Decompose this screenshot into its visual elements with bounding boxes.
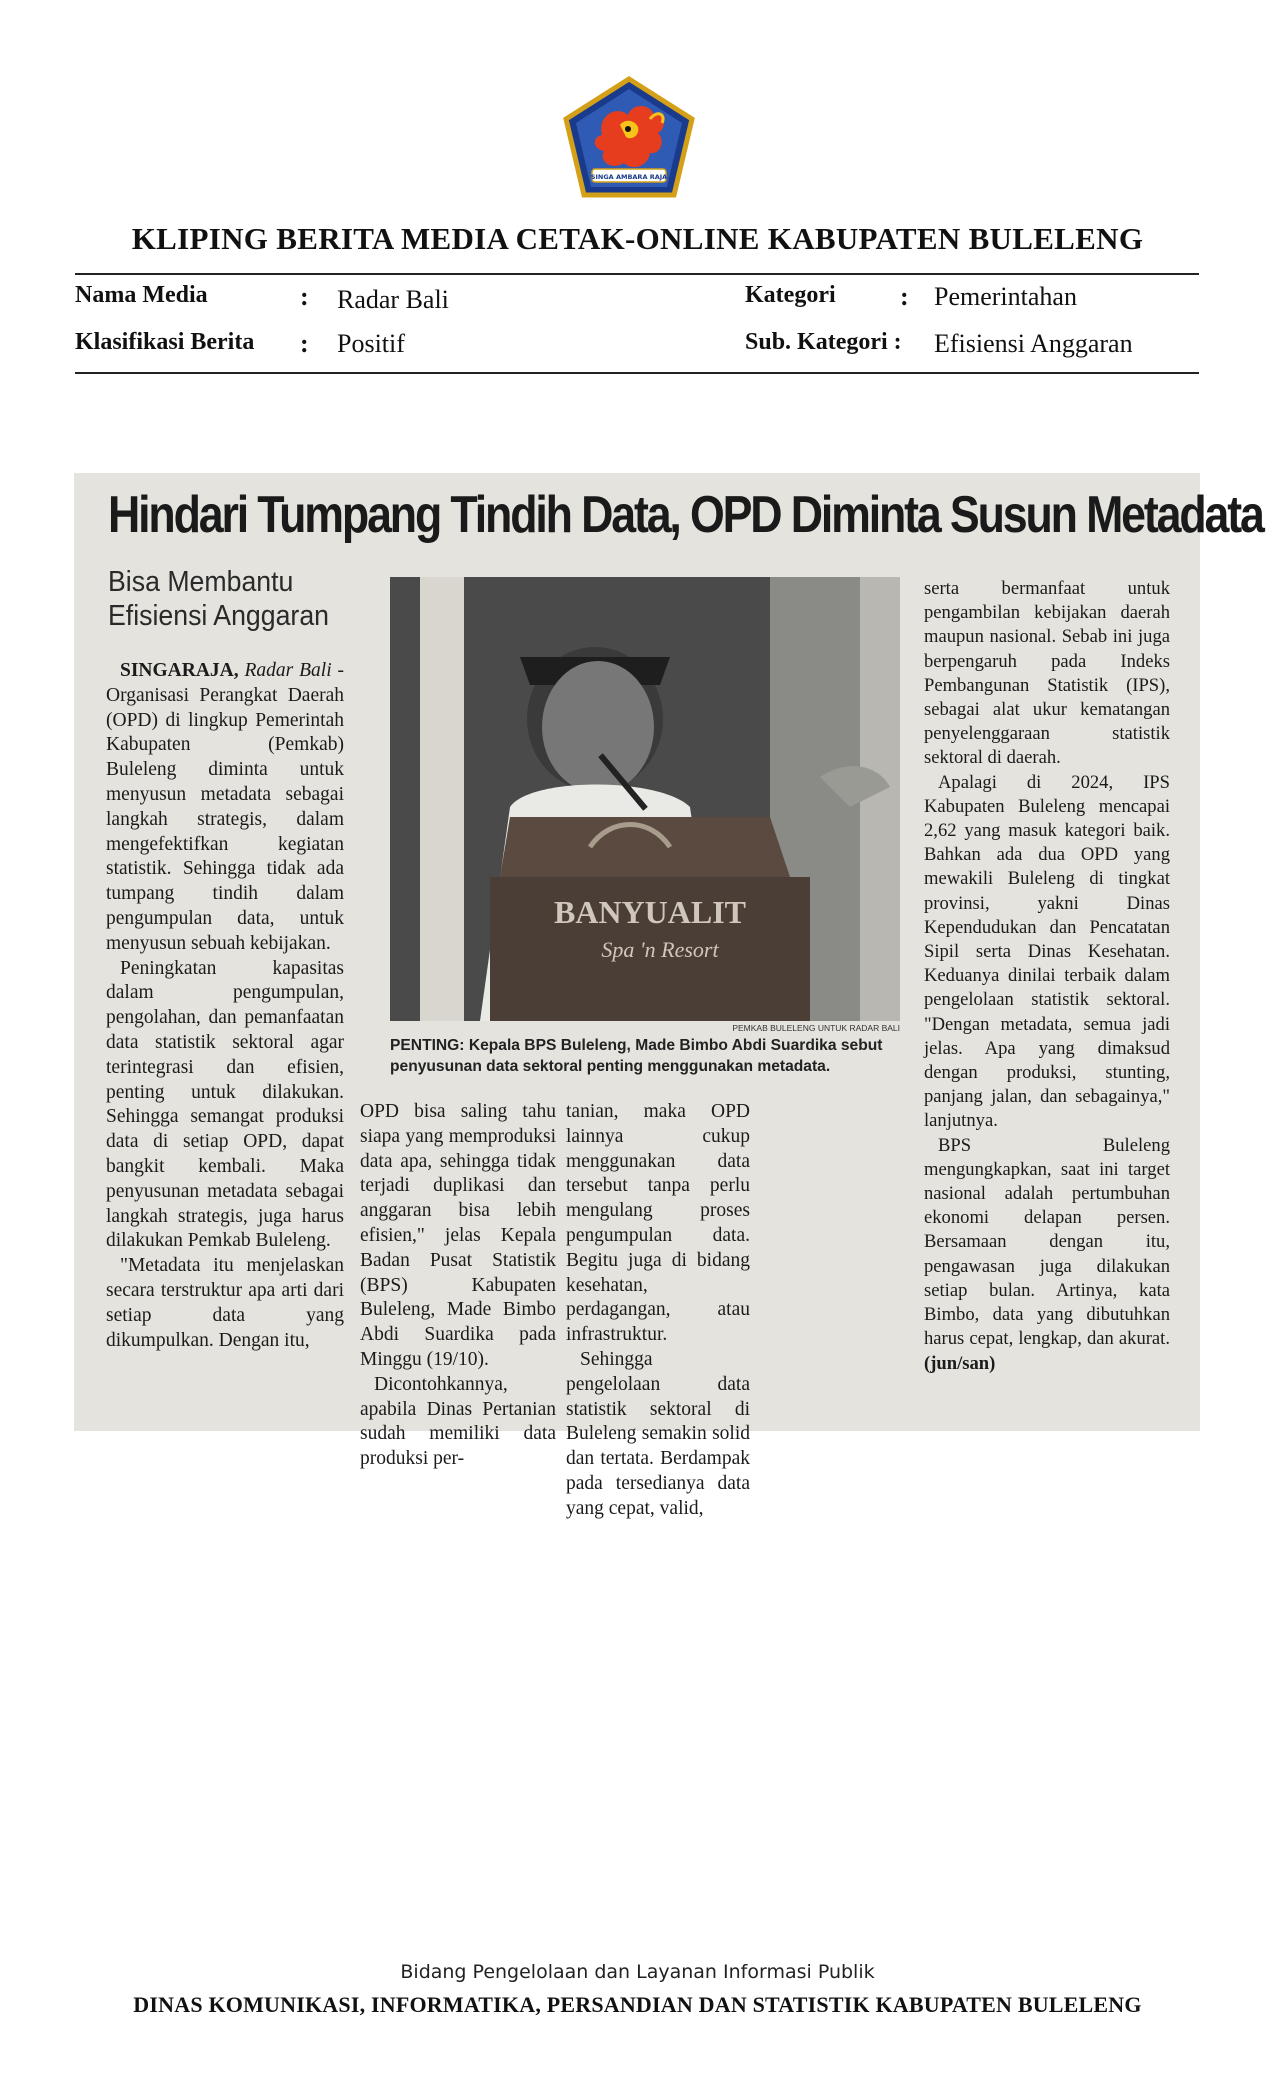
- article-headline: Hindari Tumpang Tindih Data, OPD Diminta Susun Metadata: [108, 486, 1263, 544]
- article-column-1: [106, 659, 344, 1353]
- photo-caption: PENTING: Kepala BPS Buleleng, Made Bimbo Abdi Suardika sebut penyusunan data sektoral penting menggunakan metadata.: [390, 1037, 883, 1075]
- paragraph: serta bermanfaat untuk pengambilan kebijakan daerah maupun nasional. Sebab ini juga berpengaruh pada Indeks Pembangunan Statistik (IPS), sebagai alat ukur kematangan penyelenggaraan statistik sektoral di daerah.: [924, 578, 1170, 769]
- sub-kategori-label: Sub. Kategori :: [745, 329, 902, 355]
- byline: (jun/san): [924, 1352, 996, 1374]
- svg-text:BANYUALIT: BANYUALIT: [553, 894, 747, 930]
- article-column-4: [924, 577, 1170, 1376]
- photo-credit: PEMKAB BULELENG UNTUK RADAR BALI: [732, 1023, 900, 1033]
- klasifikasi-value: Positif: [337, 329, 405, 358]
- article-column-2: [360, 1100, 556, 1472]
- header-divider-top: [75, 273, 1199, 275]
- paragraph: Apalagi di 2024, IPS Kabupaten Buleleng mencapai 2,62 yang masuk kategori baik. Bahkan ada dua OPD yang mewakili Buleleng di tingkat provinsi, yakni Dinas Kependudukan dan Pencatatan Sipil serta Dinas Kesehatan. Keduanya dinilai terbaik dalam pengelolaan statistik sektoral. "Dengan metadata, semua jadi jelas. Apa yang dimaksud dengan produksi, stunting, panjang jalan, dan sebagainya," lanjutnya.: [924, 771, 1170, 1132]
- nama-media-label: Nama Media: [75, 282, 208, 308]
- speaker-photo-icon: [390, 577, 900, 1021]
- paragraph: OPD bisa saling tahu siapa yang memproduksi data apa, sehingga tidak terjadi duplikasi dan anggaran bisa lebih efisien," jelas Kepala Badan Pusat Statistik (BPS) Kabupaten Buleleng, Made Bimbo Abdi Suardika pada Minggu (19/10).: [360, 1101, 556, 1370]
- klasifikasi-label: Klasifikasi Berita: [75, 329, 255, 355]
- paragraph: "Metadata itu menjelaskan secara terstruktur apa arti dari setiap data yang dikumpulkan. Dengan itu,: [106, 1255, 344, 1351]
- newspaper-clipping: [74, 473, 1263, 1519]
- nama-media-value: Radar Bali: [337, 285, 449, 314]
- kategori-value: Pemerintahan: [934, 282, 1077, 311]
- paragraph: tanian, maka OPD lainnya cukup menggunakan data tersebut tanpa perlu mengulang proses pengumpulan data. Begitu juga di bidang kesehatan, perdagangan, atau infrastruktur.: [566, 1101, 750, 1346]
- dateline: SINGARAJA,: [120, 660, 239, 681]
- regency-logo: [562, 75, 696, 199]
- article-column-3: [566, 1100, 750, 1522]
- nama-media-colon: :: [300, 282, 309, 311]
- footer-department: Bidang Pengelolaan dan Layanan Informasi Publik: [400, 1961, 875, 1983]
- paragraph: Sehingga pengelolaan data statistik sektoral di Buleleng semakin solid dan tertata. Berdampak pada tersedianya data yang cepat, valid,: [566, 1348, 750, 1519]
- article-subhead: Bisa Membantu Efisiensi Anggaran: [108, 566, 330, 632]
- header-divider-bottom: [75, 372, 1199, 374]
- klasifikasi-colon: :: [300, 329, 309, 358]
- paragraph: - Organisasi Perangkat Daerah (OPD) di lingkup Pemerintah Kabupaten (Pemkab) Buleleng diminta untuk menyusun metadata sebagai langkah strategis, dalam mengefektifkan kegiatan statistik. Sehingga tidak ada tumpang tindih dalam pengumpulan data, untuk menyusun sebuah kebijakan.: [106, 660, 345, 954]
- lion-crest-icon: [562, 75, 696, 199]
- sub-kategori-value: Efisiensi Anggaran: [934, 329, 1133, 358]
- kategori-label: Kategori: [745, 282, 836, 308]
- footer-agency: DINAS KOMUNIKASI, INFORMATIKA, PERSANDIAN DAN STATISTIK KABUPATEN BULELENG: [133, 1992, 1142, 2017]
- document-title: KLIPING BERITA MEDIA CETAK-ONLINE KABUPATEN BULELENG: [131, 221, 1144, 256]
- kategori-colon: :: [900, 282, 909, 311]
- svg-text:Spa 'n Resort: Spa 'n Resort: [601, 937, 719, 962]
- svg-text:SINGA AMBARA RAJA: SINGA AMBARA RAJA: [590, 173, 668, 181]
- paragraph: BPS Buleleng mengungkapkan, saat ini target nasional adalah pertumbuhan ekonomi delapan persen. Bersamaan dengan itu, pengawasan juga dilakukan setiap bulan. Artinya, kata Bimbo, data yang dibutuhkan harus cepat, lengkap, dan akurat.: [924, 1134, 1170, 1350]
- source-name: Radar Bali: [244, 660, 332, 681]
- paragraph: Peningkatan kapasitas dalam pengumpulan, pengolahan, dan pemanfaatan data statistik sektoral agar terintegrasi dan efisien, penting untuk dilakukan. Sehingga semangat produksi data di setiap OPD, dapat bangkit kembali. Maka penyusunan metadata sebagai langkah strategis, juga harus dilakukan Pemkab Buleleng.: [106, 957, 344, 1252]
- paragraph: Dicontohkannya, apabila Dinas Pertanian sudah memiliki data produksi per-: [360, 1373, 556, 1470]
- article-photo: [390, 577, 900, 1021]
